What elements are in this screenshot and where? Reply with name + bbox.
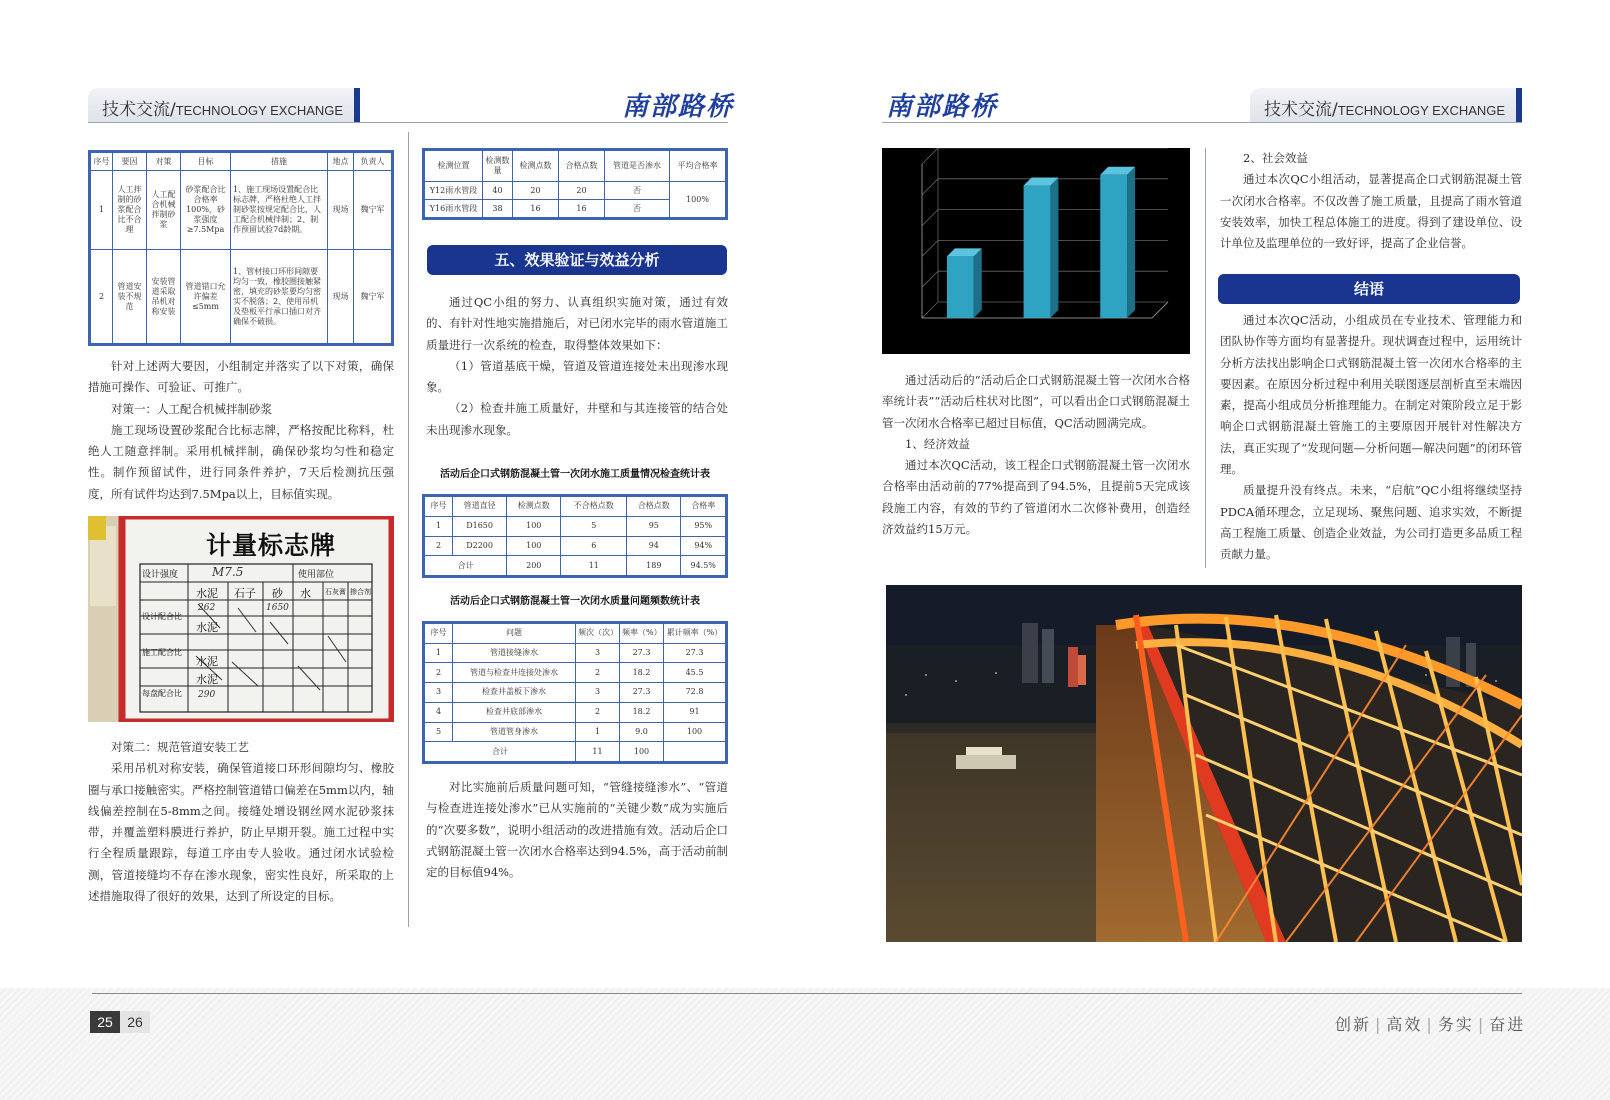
table3-title: 活动后企口式钢筋混凝土管一次闭水施工质量情况检查统计表 xyxy=(440,469,710,480)
t3-cell: 95% xyxy=(681,516,726,536)
t4-header: 问题 xyxy=(453,624,576,644)
header-title-right: 技术交流/TECHNOLOGY EXCHANGE xyxy=(1264,100,1506,120)
t2-cell: Y16雨水管段 xyxy=(425,200,483,218)
t4-cell: 1 xyxy=(576,722,620,742)
mid-body-text-1 xyxy=(426,292,728,441)
chart-bar xyxy=(1024,186,1051,318)
t4-cell: 100 xyxy=(664,722,726,742)
motto-word: 务实 xyxy=(1437,1015,1474,1034)
table-row xyxy=(91,171,392,250)
t4-header: 频率（%） xyxy=(620,624,664,644)
sign-label: 设计配合比 xyxy=(142,612,182,621)
paragraph: 通过QC小组的努力、认真组织实施对策，通过有效的、有针对性地实施措施后，对已闭水完毕的雨水管道施工质量进行一次系统的检查，取得整体效果如下： xyxy=(426,295,728,352)
t4-cell: 11 xyxy=(576,742,620,762)
motto-separator: | xyxy=(1375,1015,1383,1034)
t4-cell: 检查井底部渗水 xyxy=(453,702,576,722)
sign-label: 每盘配合比 xyxy=(142,689,182,698)
chart-gridline xyxy=(922,179,938,195)
table-row xyxy=(425,683,726,703)
bar-chart-svg xyxy=(882,148,1190,354)
table-row-total xyxy=(425,742,726,762)
t2-cell: 20 xyxy=(513,182,559,200)
right-body-text-3 xyxy=(1220,310,1522,566)
frequency-table xyxy=(422,621,728,764)
brand-logo-left: 南部路桥 xyxy=(622,92,735,122)
chart-axis-floor xyxy=(1152,302,1168,318)
right-body-text-2 xyxy=(1220,148,1522,254)
motto-separator: | xyxy=(1426,1015,1434,1034)
t1-cell: 人工配合机械拌制砂浆 xyxy=(147,171,181,250)
t2-header: 检测点数 xyxy=(513,151,559,182)
header-rule-left xyxy=(88,122,728,123)
t3-cell: 94 xyxy=(627,536,681,556)
left-body-text-2 xyxy=(88,737,394,907)
t1-cell: 魏宁军 xyxy=(354,250,392,344)
t4-cell: 3 xyxy=(425,683,453,703)
t4-cell: 1 xyxy=(425,643,453,663)
sign-col: 水 xyxy=(300,587,311,600)
paragraph: （1）管道基底干燥，管道及管道连接处未出现渗水现象。 xyxy=(426,358,728,395)
paragraph: 采用吊机对称安装，确保管道接口环形间隙均匀、橡胶圈与承口接触密实。严格控制管道错口偏差在5mm以内，轴线偏差控制在5-8mm之间。接缝处增设钢丝网水泥砂浆抹带，并覆盖塑料膜进行养护，防止早期开裂。施工过程中实行全程质量跟踪，每道工序由专人验收。通过闭水试验检测，管道接缝均不存在渗水现象，密实性良好，所采取的上述措施取得了很好的效果，达到了所设定的目标。 xyxy=(88,761,394,904)
t4-cell: 管道接缝渗水 xyxy=(453,643,576,663)
t4-cell: 9.0 xyxy=(620,722,664,742)
page-number-right: 26 xyxy=(120,1011,150,1033)
motto-word: 奋进 xyxy=(1489,1015,1526,1034)
t1-cell: 魏宁军 xyxy=(354,171,392,250)
chart-gridline xyxy=(922,210,938,226)
t4-cell: 27.3 xyxy=(664,643,726,663)
t2-cell: 否 xyxy=(605,182,670,200)
t1-header: 目标 xyxy=(181,153,231,171)
sign-handwritten: 290 xyxy=(198,690,216,700)
t2-cell: 否 xyxy=(605,200,670,218)
t4-cell xyxy=(664,742,726,762)
t4-cell: 18.2 xyxy=(620,702,664,722)
t3-cell: 94% xyxy=(681,536,726,556)
t2-header: 检测位置 xyxy=(425,151,483,182)
chart-gridline xyxy=(922,271,938,287)
sign-sub: 水泥 xyxy=(196,673,218,686)
section-banner-conclusion: 结语 xyxy=(1218,274,1520,304)
chart-gridline xyxy=(922,148,938,164)
t3-cell: D2200 xyxy=(453,536,507,556)
t1-cell: 管道错口允许偏差≤5mm xyxy=(181,250,231,344)
column-divider-left xyxy=(408,132,409,927)
paragraph: 对策一：人工配合机械拌制砂浆 xyxy=(111,401,272,416)
t3-cell: 100 xyxy=(507,516,561,536)
t3-header: 合格率 xyxy=(681,497,726,517)
left-body-text-1 xyxy=(88,356,394,505)
header-tab-right xyxy=(1250,88,1522,122)
sign-row1-label: 设计强度 xyxy=(142,570,179,580)
t4-cell: 27.3 xyxy=(620,683,664,703)
t3-cell: 6 xyxy=(561,536,627,556)
table4-title: 活动后企口式钢筋混凝土管一次闭水质量问题频数统计表 xyxy=(450,596,700,607)
section-banner-effect: 五、效果验证与效益分析 xyxy=(427,245,727,275)
t1-cell: 现场 xyxy=(328,171,354,250)
sign-sub: 水泥 xyxy=(196,655,218,668)
sign-usage-label: 使用部位 xyxy=(298,570,335,580)
t1-cell: 1、管材接口环形间隙要均匀一致，橡胶圈接触紧密，填充的砂浆要均匀密实不脱落；2、使用吊机及垫板平行承口插口对齐确保不破损。 xyxy=(231,250,328,344)
table-row xyxy=(425,536,726,556)
chart-bar-side xyxy=(1127,167,1135,318)
chart-gridline xyxy=(922,302,938,318)
motto-separator: | xyxy=(1477,1015,1486,1034)
sign-col: 石灰膏 xyxy=(325,588,346,596)
t4-cell: 管道与检查井连接处渗水 xyxy=(453,663,576,683)
chart-bar-side xyxy=(1050,178,1058,318)
bar-chart xyxy=(882,148,1190,354)
t4-cell: 91 xyxy=(664,702,726,722)
sign-sub: 水泥 xyxy=(196,621,218,634)
t1-cell: 管道安装不规范 xyxy=(113,250,147,344)
t1-cell: 现场 xyxy=(328,250,354,344)
table-row xyxy=(425,663,726,683)
chart-bars xyxy=(947,167,1135,318)
bridge-night-photo xyxy=(886,585,1522,942)
paragraph: 2、社会效益 xyxy=(1243,151,1308,165)
t4-cell: 5 xyxy=(425,722,453,742)
paragraph: （2）检查井施工质量好，井壁和与其连接管的结合处未出现渗水现象。 xyxy=(426,401,728,437)
t4-cell: 2 xyxy=(576,663,620,683)
t1-header: 序号 xyxy=(91,153,113,171)
t4-cell: 72.8 xyxy=(664,683,726,703)
motto-word: 创新 xyxy=(1335,1015,1372,1034)
brand-logo-right: 南部路桥 xyxy=(886,92,999,122)
sign-col: 石子 xyxy=(234,587,256,600)
sign-title: 计量标志牌 xyxy=(206,531,337,560)
t1-cell: 1、施工现场设置配合比标志牌，严格杜绝人工拌制砂浆按规定配合比，人工配合机械拌制；2、制作预留试验7d龄期。 xyxy=(231,171,328,250)
paragraph: 通过本次QC活动，该工程企口式钢筋混凝土管一次闭水合格率由活动前的77%提高到了94.5%，且提前5天完成该段施工内容，有效的节约了管道闭水二次修补费用，创造经济效益约15万元。 xyxy=(882,458,1190,537)
t1-cell: 安装管道采取吊机对称安装 xyxy=(147,250,181,344)
paragraph: 针对上述两大要因，小组制定并落实了以下对策，确保措施可操作、可验证、可推广。 xyxy=(88,359,394,395)
t1-cell: 2 xyxy=(91,250,113,344)
chart-bar-side xyxy=(974,248,982,318)
t4-cell: 45.5 xyxy=(664,663,726,683)
quality-check-table xyxy=(422,494,728,578)
t3-cell: 100 xyxy=(507,536,561,556)
t1-header: 对策 xyxy=(147,153,181,171)
t3-cell: 189 xyxy=(627,556,681,576)
table-row xyxy=(425,722,726,742)
t4-cell: 2 xyxy=(576,702,620,722)
sign-col: 砂 xyxy=(272,587,283,600)
t2-cell: 16 xyxy=(513,200,559,218)
t2-cell: Y12雨水管段 xyxy=(425,182,483,200)
t2-cell: 40 xyxy=(483,182,513,200)
table-row xyxy=(425,643,726,663)
t1-cell: 1 xyxy=(91,171,113,250)
t4-cell: 18.2 xyxy=(620,663,664,683)
right-body-text-1 xyxy=(882,370,1190,540)
paragraph: 通过本次QC活动，小组成员在专业技术、管理能力和团队协作等方面均有显著提升。现状调查过程中，运用统计分析方法找出影响企口式钢筋混凝土管一次闭水合格率的主要因素。在原因分析过程中利用关联图逐层剖析直至末端因素，提高小组成员分析推理能力。在制定对策阶段立足于影响企口式钢筋混凝土管施工的主要原因开展针对性解决方法，真正实现了“发现问题—分析问题—解决问题”的闭环管理。 xyxy=(1220,313,1522,477)
t1-header: 要因 xyxy=(113,153,147,171)
footer-rule xyxy=(92,993,1522,994)
paragraph: 对策二：规范管道安装工艺 xyxy=(111,740,249,754)
t3-cell: 合计 xyxy=(425,556,507,576)
table-row xyxy=(425,516,726,536)
chart-bar xyxy=(1100,175,1127,318)
t1-cell: 人工拌制的砂浆配合比不合理 xyxy=(113,171,147,250)
t1-header: 负责人 xyxy=(354,153,392,171)
sign-handwritten: 1650 xyxy=(266,603,289,613)
paragraph: 1、经济效益 xyxy=(905,436,970,451)
t2-cell: 20 xyxy=(559,182,605,200)
header-title-left: 技术交流/TECHNOLOGY EXCHANGE xyxy=(102,100,344,120)
t2-cell: 16 xyxy=(559,200,605,218)
t1-header: 地点 xyxy=(328,153,354,171)
t3-header: 检测点数 xyxy=(507,497,561,517)
t3-cell: 200 xyxy=(507,556,561,576)
t4-cell: 4 xyxy=(425,702,453,722)
t4-cell: 检查井盖板下渗水 xyxy=(453,683,576,703)
table-row xyxy=(91,250,392,344)
measurement-sign-photo xyxy=(88,516,394,722)
table-row xyxy=(425,702,726,722)
paragraph: 通过本次QC小组活动，显著提高企口式钢筋混凝土管一次闭水合格率。不仅改善了施工质量，且提高了雨水管道安装效率，加快工程总体施工的进度。得到了建设单位、设计单位及监理单位的一致好评，提高了企业信誉。 xyxy=(1220,172,1522,251)
paragraph: 施工现场设置砂浆配合比标志牌，严格按配比称料，杜绝人工随意拌制。采用机械拌制，确保砂浆均匀性和稳定性。制作预留试件，进行同条件养护，7天后检测抗压强度，所有试件均达到7.5Mpa以上，目标值实现。 xyxy=(88,422,394,501)
paragraph: 质量提升没有终点。未来，“启航”QC小组将继续坚持PDCA循环理念，立足现场、聚焦问题、追求实效，不断提高工程施工质量、创造企业效益，为公司打造更多品质工程贡献力量。 xyxy=(1220,483,1522,562)
t3-cell: 5 xyxy=(561,516,627,536)
footer-motto xyxy=(1335,1012,1525,1035)
sign-label: 施工配合比 xyxy=(142,648,182,657)
t1-header: 措施 xyxy=(231,153,328,171)
inspection-table xyxy=(422,148,728,220)
t4-cell: 管道管身渗水 xyxy=(453,722,576,742)
t3-cell: 11 xyxy=(561,556,627,576)
page-number-left: 25 xyxy=(90,1011,120,1033)
header-rule-right xyxy=(882,122,1522,123)
table-row-total xyxy=(425,556,726,576)
sign-col: 掺合剂 xyxy=(350,588,371,596)
table-row xyxy=(425,182,726,200)
t4-cell: 3 xyxy=(576,643,620,663)
t4-cell: 27.3 xyxy=(620,643,664,663)
sign-col: 水泥 xyxy=(196,587,218,600)
t3-header: 合格点数 xyxy=(627,497,681,517)
chart-bar xyxy=(947,256,974,318)
t2-header: 管道是否渗水 xyxy=(605,151,670,182)
t3-header: 管道直径 xyxy=(453,497,507,517)
t4-cell: 100 xyxy=(620,742,664,762)
t4-header: 频次（次） xyxy=(576,624,620,644)
mid-body-text-2 xyxy=(426,777,728,883)
t4-header: 序号 xyxy=(425,624,453,644)
sign-handwritten: 262 xyxy=(198,603,216,613)
motto-word: 高效 xyxy=(1386,1015,1423,1034)
t4-cell: 3 xyxy=(576,683,620,703)
t3-header: 不合格点数 xyxy=(561,497,627,517)
t2-header: 合格点数 xyxy=(559,151,605,182)
t3-cell: 2 xyxy=(425,536,453,556)
t2-cell: 38 xyxy=(483,200,513,218)
t3-cell: 94.5% xyxy=(681,556,726,576)
t2-avg: 100% xyxy=(670,182,726,218)
t4-cell: 2 xyxy=(425,663,453,683)
t3-cell: D1650 xyxy=(453,516,507,536)
t2-header: 检测数量 xyxy=(483,151,513,182)
header-tab-left xyxy=(88,88,360,122)
column-divider-right xyxy=(1205,148,1206,568)
measures-table xyxy=(88,150,394,346)
chart-gridline xyxy=(922,240,938,256)
sign-strength-handwritten: M7.5 xyxy=(212,565,244,579)
t2-header: 平均合格率 xyxy=(670,151,726,182)
t3-header: 序号 xyxy=(425,497,453,517)
t4-header: 累计频率（%） xyxy=(664,624,726,644)
footer-background xyxy=(0,988,1610,1100)
paragraph: 对比实施前后质量问题可知，“管缝接缝渗水”、“管道与检查进连接处渗水”已从实施前的“关键少数”成为实施后的“次要多数”，说明小组活动的改进措施有效。活动后企口式钢筋混凝土管一次闭水合格率达到94.5%，高于活动前制定的目标值94%。 xyxy=(426,780,728,880)
t3-cell: 95 xyxy=(627,516,681,536)
t4-cell: 合计 xyxy=(425,742,576,762)
t3-cell: 1 xyxy=(425,516,453,536)
t1-cell: 砂浆配合比合格率100%，砂浆强度≥7.5Mpa xyxy=(181,171,231,250)
paragraph: 通过活动后的“活动后企口式钢筋混凝土管一次闭水合格率统计表”“活动后柱状对比图”，可以看出企口式钢筋混凝土管一次闭水合格率已超过目标值，QC活动圆满完成。 xyxy=(882,373,1190,430)
